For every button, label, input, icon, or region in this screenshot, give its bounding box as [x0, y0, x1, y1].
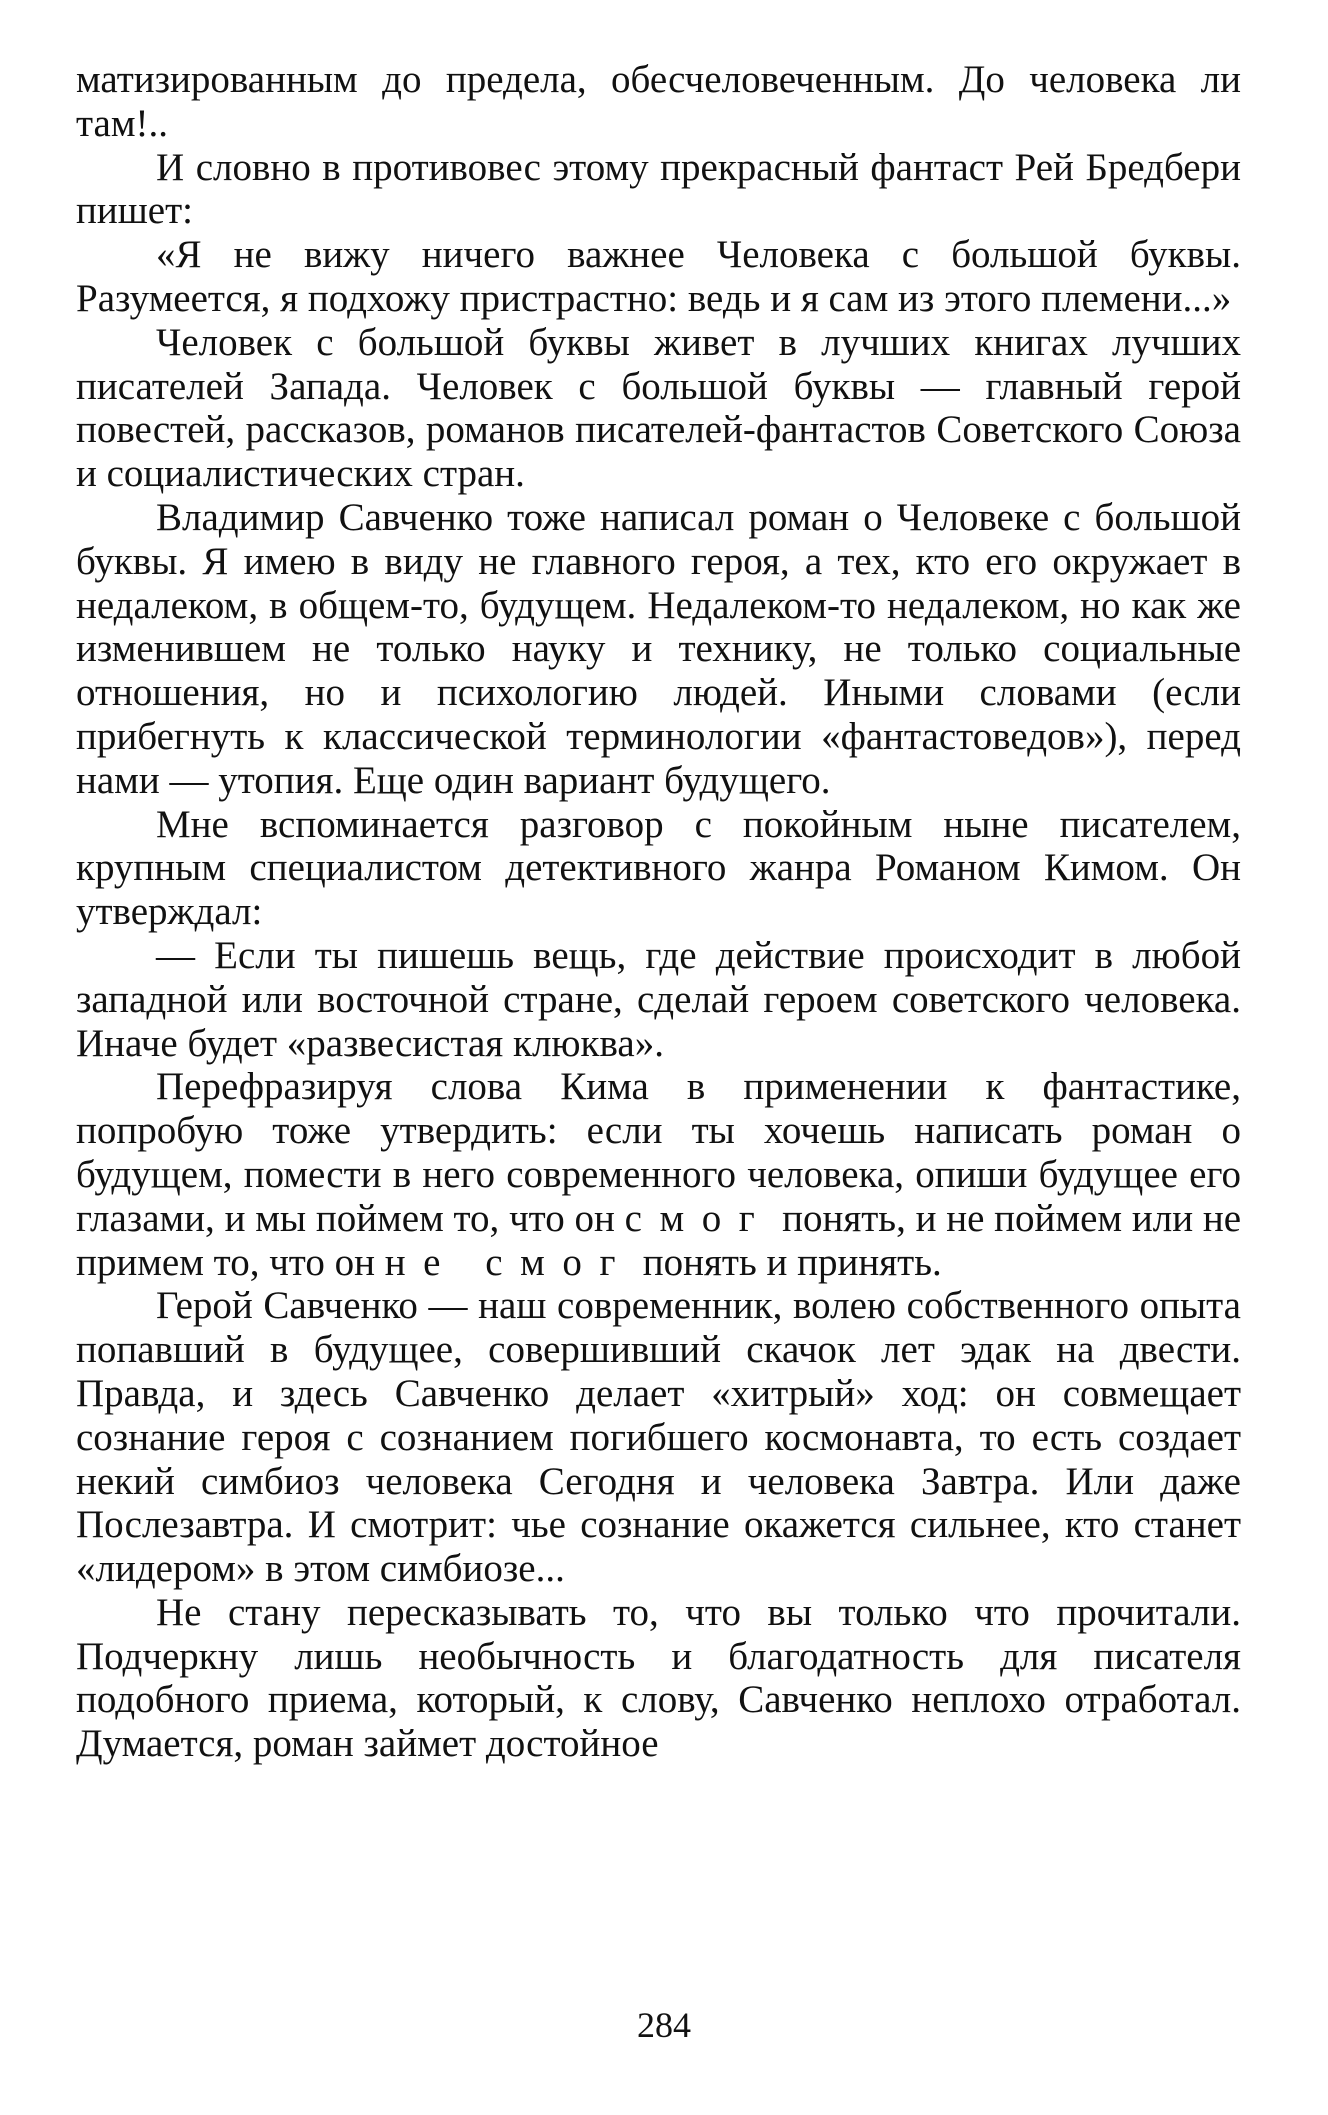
paragraph-8-part-2: понять, и не поймем или не примем то, что он: [76, 1196, 1242, 1284]
paragraph-9: Герой Савченко — наш современник, волею собственного опыта попавший в будущее, совершивший скачок лет эдак на двести. Правда, и здесь Савченко делает «хитрый» ход: он совмещает сознание героя с сознанием погибшего космонавта, то есть создает некий симбиоз человека Сегодня и человека Завтра. Или даже Послезавтра. И смотрит: чье сознание окажется сильнее, кто станет «лидером» в этом симбиозе...: [76, 1284, 1241, 1591]
paragraph-2: И словно в противовес этому прекрасный фантаст Рей Бредбери пишет:: [76, 145, 1241, 233]
paragraph-1: матизированным до предела, обесчеловеченным. До человека ли там!..: [76, 58, 1241, 145]
paragraph-7-dialogue: — Если ты пишешь вещь, где действие происходит в любой западной или восточной стране, сделай героем советского человека. Иначе будет «развесистая клюква».: [76, 933, 1241, 1065]
paragraph-8-part-1: Перефразируя слова Кима в применении к фантастике, попробую тоже утвердить: если ты хочешь написать роман о будущем, помести в него современного человека, опиши будущее его глазами, и мы поймем то, что он: [76, 1065, 1241, 1240]
page-body: [76, 58, 1241, 1766]
paragraph-3-quote: «Я не вижу ничего важнее Человека с большой буквы. Разумеется, я подхожу пристрастно: ведь и я сам из этого племени...»: [76, 233, 1241, 320]
paragraph-10: Не стану пересказывать то, что вы только что прочитали. Подчеркну лишь необычность и благодатность для писателя подобного приема, который, к слову, Савченко неплохо отработал. Думается, роман займет достойное: [76, 1590, 1241, 1766]
paragraph-8-emphasis-2: не смог: [384, 1240, 633, 1284]
paragraph-6: Мне вспоминается разговор с покойным ныне писателем, крупным специалистом детективного жанра Романом Кимом. Он утверждал:: [76, 802, 1241, 934]
paragraph-8-emphasis-1: смог: [624, 1196, 773, 1240]
paragraph-8: [76, 1065, 1241, 1284]
page-number: 284: [637, 2005, 691, 2045]
paragraph-5: Владимир Савченко тоже написал роман о Человеке с большой буквы. Я имею в виду не главного героя, а тех, кто его окружает в недалеком, в общем-то, будущем. Недалеком-то недалеком, но как же изменившем не только науку и технику, не только социальные отношения, но и психологию людей. Иными словами (если прибегнуть к классической терминологии «фантастоведов»), перед нами — утопия. Еще один вариант будущего.: [76, 495, 1241, 802]
paragraph-4: Человек с большой буквы живет в лучших книгах лучших писателей Запада. Человек с большой буквы — главный герой повестей, рассказов, романов писателей-фантастов Советского Союза и социалистических стран.: [76, 320, 1241, 496]
paragraph-8-part-3: понять и принять.: [633, 1240, 942, 1284]
